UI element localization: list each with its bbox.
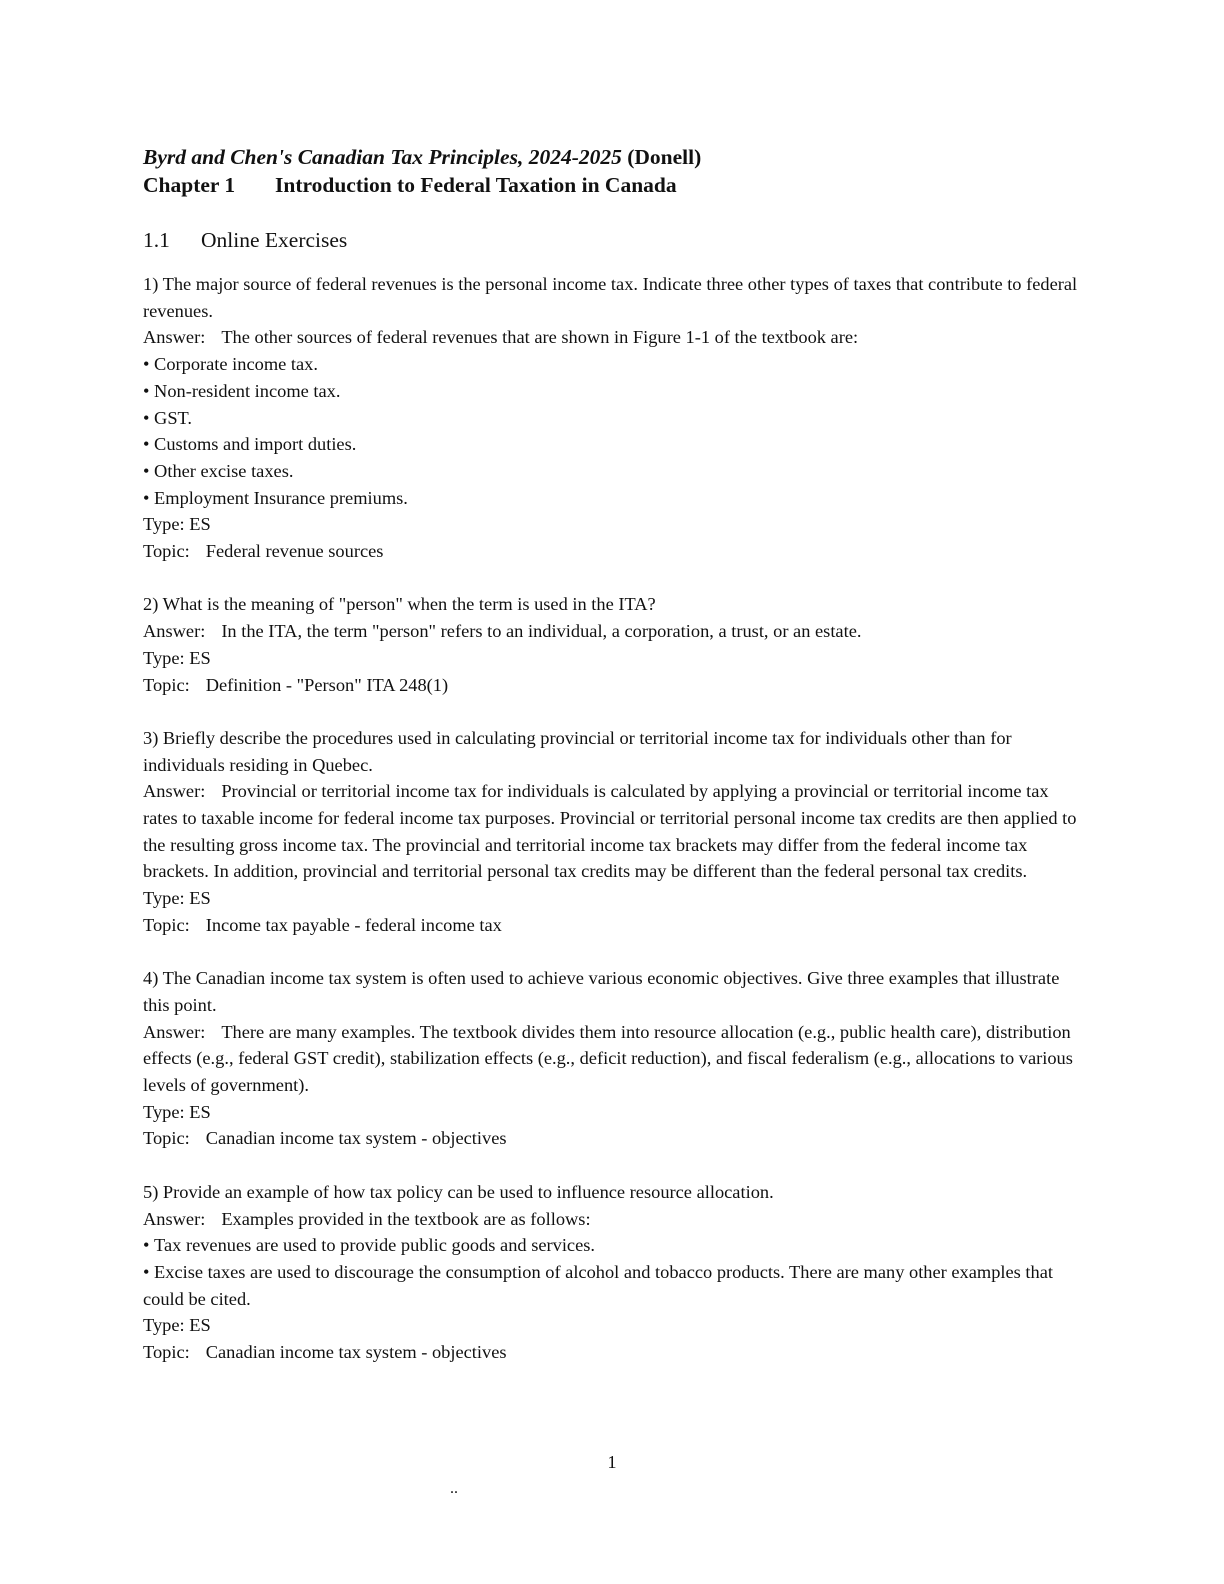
answer-label: Answer: bbox=[143, 781, 206, 802]
section-number: 1.1 bbox=[143, 228, 170, 252]
question-text: 3) Briefly describe the procedures used in calculating provincial or territorial income tax for individuals other than for individuals residing in Quebec. bbox=[143, 727, 1012, 775]
answer-text: In the ITA, the term "person" refers to an individual, a corporation, a trust, or an estate. bbox=[221, 621, 862, 642]
chapter-title: Introduction to Federal Taxation in Canada bbox=[275, 173, 677, 197]
book-title-author: (Donell) bbox=[621, 145, 702, 169]
answer-text: The other sources of federal revenues that are shown in Figure 1-1 of the textbook are: bbox=[221, 327, 859, 348]
question-text: 5) Provide an example of how tax policy can be used to influence resource allocation. bbox=[143, 1181, 774, 1202]
answer-bullet: • GST. bbox=[143, 405, 1083, 432]
question-text: 2) What is the meaning of "person" when the term is used in the ITA? bbox=[143, 594, 656, 615]
answer-line bbox=[143, 1019, 1083, 1099]
topic-label: Topic: bbox=[143, 1128, 190, 1149]
question-text: 1) The major source of federal revenues is the personal income tax. Indicate three other types of taxes that contribute to federal revenues. bbox=[143, 274, 1078, 321]
topic-line bbox=[143, 672, 1083, 699]
topic-label: Topic: bbox=[143, 541, 190, 562]
answer-label: Answer: bbox=[143, 1021, 206, 1042]
question-type: Type: ES bbox=[143, 647, 211, 668]
topic-line bbox=[143, 538, 1083, 565]
topic-text: Federal revenue sources bbox=[205, 541, 384, 562]
question-list bbox=[143, 271, 1083, 1366]
answer-text: Provincial or territorial income tax for individuals is calculated by applying a provincial or territorial income tax rates to taxable income for federal income tax purposes. Provincial or territorial personal income tax credits are then applied to the resulting gross income tax. The provincial and territorial income tax brackets may differ from the federal income tax brackets. In addition, provincial and territorial personal tax credits may be different than the federal personal tax credits. bbox=[143, 781, 1077, 882]
topic-line bbox=[143, 1125, 1083, 1152]
chapter-heading bbox=[143, 171, 1083, 199]
answer-label: Answer: bbox=[143, 1208, 206, 1229]
question-type: Type: ES bbox=[143, 1315, 211, 1336]
question-type: Type: ES bbox=[143, 514, 211, 535]
question-item bbox=[143, 591, 1083, 698]
question-item bbox=[143, 725, 1083, 939]
answer-bullet: • Non-resident income tax. bbox=[143, 378, 1083, 405]
topic-label: Topic: bbox=[143, 674, 190, 695]
question-item bbox=[143, 271, 1083, 565]
topic-label: Topic: bbox=[143, 1342, 190, 1363]
book-title bbox=[143, 143, 1083, 171]
answer-label: Answer: bbox=[143, 621, 206, 642]
answer-bullet: • Corporate income tax. bbox=[143, 351, 1083, 378]
answer-bullet: • Customs and import duties. bbox=[143, 431, 1083, 458]
section-heading bbox=[143, 226, 1083, 254]
question-type: Type: ES bbox=[143, 1101, 211, 1122]
answer-bullet: • Other excise taxes. bbox=[143, 458, 1083, 485]
footer-mark: .. bbox=[450, 1480, 458, 1497]
book-title-italic: Byrd and Chen's Canadian Tax Principles, 2024-2025 bbox=[143, 145, 622, 169]
answer-bullet: • Excise taxes are used to discourage the consumption of alcohol and tobacco products. There are many other examples that could be cited. bbox=[143, 1259, 1083, 1312]
answer-bullet: • Tax revenues are used to provide public goods and services. bbox=[143, 1232, 1083, 1259]
question-item bbox=[143, 1179, 1083, 1366]
topic-line bbox=[143, 1339, 1083, 1366]
answer-line bbox=[143, 1206, 1083, 1233]
answer-bullet: • Employment Insurance premiums. bbox=[143, 485, 1083, 512]
topic-text: Canadian income tax system - objectives bbox=[205, 1342, 507, 1363]
answer-line bbox=[143, 618, 1083, 645]
question-text: 4) The Canadian income tax system is often used to achieve various economic objectives. Give three examples that illustrate this point. bbox=[143, 968, 1060, 1015]
answer-line bbox=[143, 324, 1083, 351]
topic-label: Topic: bbox=[143, 914, 190, 935]
document-page bbox=[143, 143, 1083, 1392]
answer-line bbox=[143, 778, 1083, 885]
answer-text: Examples provided in the textbook are as follows: bbox=[221, 1208, 591, 1229]
topic-line bbox=[143, 912, 1083, 939]
topic-text: Income tax payable - federal income tax bbox=[205, 914, 502, 935]
question-type: Type: ES bbox=[143, 888, 211, 909]
page-number: 1 bbox=[607, 1452, 617, 1472]
answer-label: Answer: bbox=[143, 327, 206, 348]
answer-text: There are many examples. The textbook divides them into resource allocation (e.g., public health care), distribution effects (e.g., federal GST credit), stabilization effects (e.g., deficit reduction), and fiscal federalism (e.g., allocations to various levels of government). bbox=[143, 1021, 1073, 1096]
section-title: Online Exercises bbox=[201, 228, 348, 252]
topic-text: Canadian income tax system - objectives bbox=[205, 1128, 507, 1149]
chapter-number: Chapter 1 bbox=[143, 173, 236, 197]
topic-text: Definition - "Person" ITA 248(1) bbox=[205, 674, 449, 695]
question-item bbox=[143, 965, 1083, 1152]
